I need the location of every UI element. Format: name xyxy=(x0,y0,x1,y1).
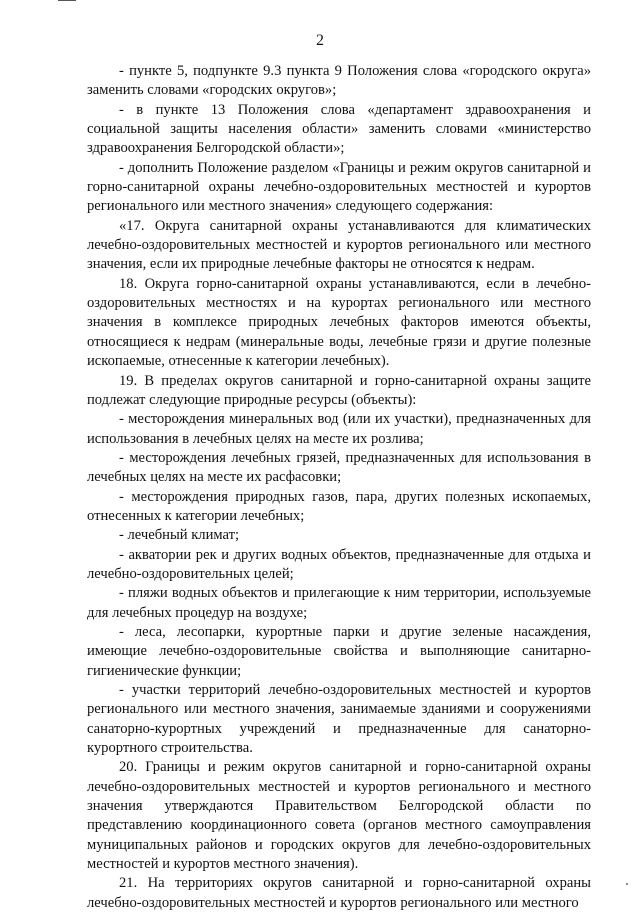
list-item-beaches: - пляжи водных объектов и прилегающие к ним территории, используемые для лечебных процедур на воздухе; xyxy=(87,585,591,621)
list-item-territories: - участки территорий лечебно-оздоровительных местностей и курортов регионального или местного значения, занимаемые зданиями и сооружениями санаторно-курортных учреждений и предназначенные для санаторно-курортного строительства. xyxy=(87,682,591,757)
paragraph-18: 18. Округа горно-санитарной охраны устанавливаются, если в лечебно-оздоровительных местностях и на курортах регионального или местного значения в комплексе природных лечебных факторов имеются объекты, относящиеся к недрам (минеральные воды, лечебные грязи и другие полезные ископаемые, отнесенные к категории лечебных). xyxy=(87,275,591,370)
list-item-mud: - месторождения лечебных грязей, предназначенных для использования в лечебных целях на месте их расфасовки; xyxy=(87,449,591,486)
list-item-forests: - леса, лесопарки, курортные парки и другие зеленые насаждения, имеющие лечебно-оздоровительные свойства и выполняющие санитарно-гигиенические функции; xyxy=(87,623,591,679)
paragraph-amend-item-13: - в пункте 13 Положения слова «департамент здравоохранения и социальной защиты населения области» заменить словами «министерство здравоохранения Белгородской области»; xyxy=(87,101,591,157)
paragraph-17: «17. Округа санитарной охраны устанавливаются для климатических лечебно-оздоровительных местностей и курортов регионального или местного значения, если их природные лечебные факторы не относятся к недрам. xyxy=(87,217,591,273)
list-item-water-areas: - акватории рек и других водных объектов, предназначенные для отдыха и лечебно-оздоровительных целей; xyxy=(87,546,591,582)
list-item-gases: - месторождения природных газов, пара, других полезных ископаемых, отнесенных к категории лечебных; xyxy=(87,488,591,524)
paragraph-amend-item-5: - пункте 5, подпункте 9.3 пункта 9 Положения слова «городского округа» заменить словами «городских округов»; xyxy=(87,63,591,99)
paragraph-20: 20. Границы и режим округов санитарной и горно-санитарной охраны лечебно-оздоровительных местностей и курортов регионального и местного значения утверждаются Правительством Белгородской области по представлению координационного совета (органов местного самоуправления муниципальных районов и городских округов для лечебно-оздоровительных местностей и курортов местного значения). xyxy=(87,759,591,873)
paragraph-add-section: - дополнить Положение разделом «Границы и режим округов санитарной и горно-санитарной охраны лечебно-оздоровительных местностей и курортов регионального или местного значения» следующего содержания: xyxy=(87,159,591,215)
list-item-mineral-waters: - месторождения минеральных вод (или их участки), предназначенных для использования в лечебных целях на месте их розлива; xyxy=(87,411,591,447)
page-number: 2 xyxy=(316,32,324,49)
paragraph-19: 19. В пределах округов санитарной и горно-санитарной охраны защите подлежат следующие природные ресурсы (объекты): xyxy=(87,372,591,408)
paragraph-21: 21. На территориях округов санитарной и горно-санитарной охраны лечебно-оздоровительных местностей и курортов регионального или местного xyxy=(87,875,591,911)
list-item-climate: - лечебный климат; xyxy=(119,527,240,544)
scan-edge-mark xyxy=(58,0,76,1)
document-body xyxy=(87,62,591,913)
scan-speck xyxy=(626,883,628,885)
